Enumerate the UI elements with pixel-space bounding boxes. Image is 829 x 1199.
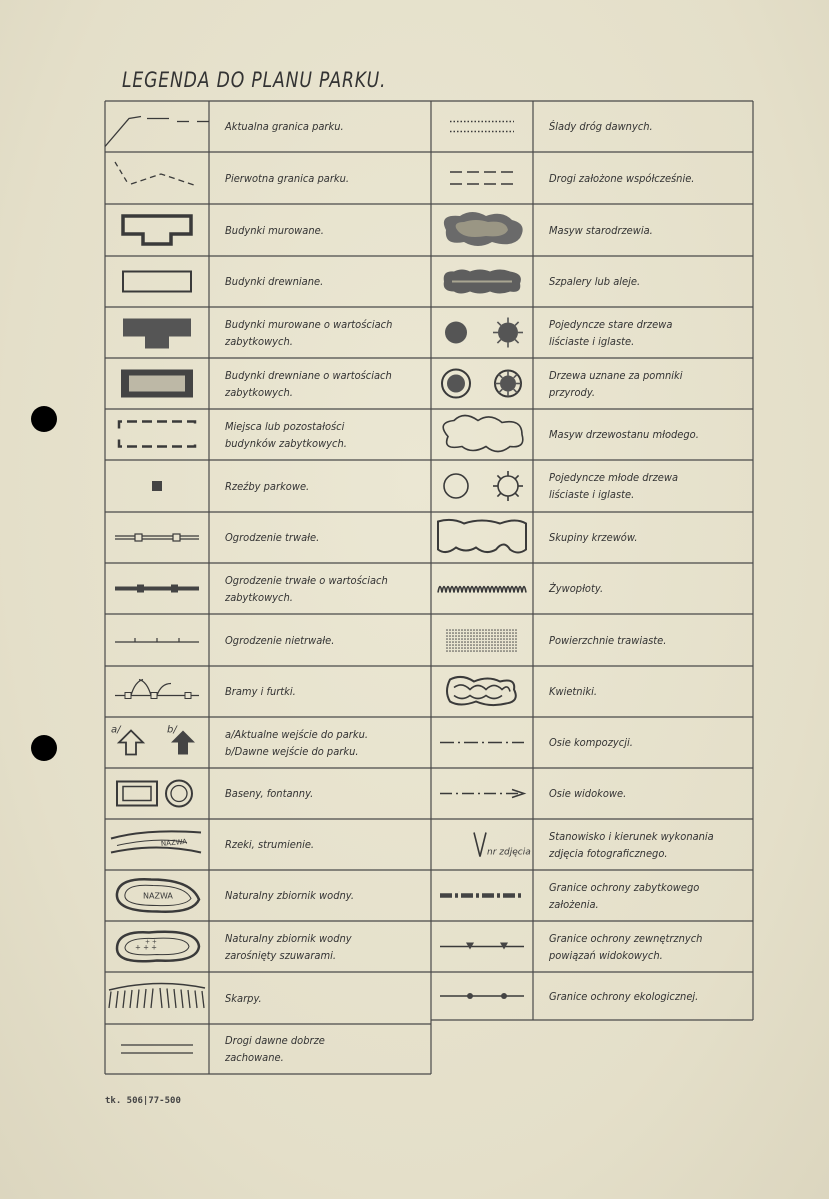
heritage-protection-boundary-icon xyxy=(431,870,533,921)
left-item-label: zabytkowych. xyxy=(225,334,293,348)
right-item-label: Granice ochrony zabytkowego xyxy=(549,880,700,894)
right-item-label: Pojedyncze młode drzewa xyxy=(549,471,679,484)
natural-monuments-icon xyxy=(431,358,533,409)
left-item-label: zarośnięty szuwarami. xyxy=(225,948,337,962)
natural-pond-icon xyxy=(105,870,209,921)
left-item-label: zabytkowych. xyxy=(225,385,293,399)
right-item-label: Skupiny krzewów. xyxy=(549,531,638,544)
view-protection-boundary-icon xyxy=(431,921,533,972)
left-item-label: zabytkowych. xyxy=(225,590,293,604)
single-old-trees-icon xyxy=(431,307,533,358)
left-item-label: Budynki murowane o wartościach xyxy=(225,317,393,331)
right-item-label: Kwietniki. xyxy=(549,685,597,698)
left-item-label: Budynki drewniane. xyxy=(225,275,324,288)
photo-station-icon xyxy=(431,819,533,870)
left-item-label: Ogrodzenie trwałe o wartościach xyxy=(225,573,388,587)
overgrown-pond-icon xyxy=(105,921,209,972)
hedges-icon xyxy=(431,563,533,614)
left-item-label: a/Aktualne wejście do parku. xyxy=(225,727,368,741)
permanent-fence-icon xyxy=(105,512,209,563)
svg-text:+ +: + + xyxy=(145,938,157,946)
gates-icon xyxy=(105,666,209,717)
old-road-traces-icon xyxy=(431,101,533,152)
view-axes-icon xyxy=(431,768,533,819)
left-item-label: Pierwotna granica parku. xyxy=(225,171,350,185)
modern-roads-icon xyxy=(431,152,533,204)
left-item-label: Rzeźby parkowe. xyxy=(225,479,310,493)
left-item-label: b/Dawne wejście do parku. xyxy=(225,744,359,758)
entrances-icon xyxy=(105,717,209,768)
svg-text:NAZWA: NAZWA xyxy=(160,837,188,849)
right-item-label: Drzewa uznane za pomniki xyxy=(549,368,683,382)
right-item-label: Stanowisko i kierunek wykonania xyxy=(549,829,714,843)
left-item-label: Bramy i furtki. xyxy=(225,685,296,698)
composition-axes-icon xyxy=(431,717,533,768)
grass-areas-icon xyxy=(431,614,533,666)
old-roads-icon xyxy=(105,1024,209,1074)
right-item-label: Żywopłoty. xyxy=(549,582,604,595)
right-item-label: Szpalery lub aleje. xyxy=(549,275,641,288)
shrub-groups-icon xyxy=(431,512,533,563)
left-item-label: Baseny, fontanny. xyxy=(225,787,314,800)
young-tree-mass-icon xyxy=(431,409,533,460)
right-item-label: Granice ochrony ekologicznej. xyxy=(549,989,699,1003)
left-item-label: Naturalny zbiornik wodny xyxy=(225,931,352,945)
flower-beds-icon xyxy=(431,666,533,717)
original-boundary-icon xyxy=(105,152,209,204)
right-item-label: przyrody. xyxy=(549,385,596,399)
right-item-label: Masyw starodrzewia. xyxy=(549,223,653,237)
left-item-label: Aktualna granica parku. xyxy=(225,120,344,133)
old-tree-mass-icon xyxy=(431,204,533,256)
left-item-label: Ogrodzenie nietrwałe. xyxy=(225,633,335,647)
svg-text:+ + +: + + + xyxy=(135,943,158,952)
left-item-label: Skarpy. xyxy=(225,991,262,1005)
svg-text:nr zdjęcia: nr zdjęcia xyxy=(487,847,531,858)
current-boundary-icon xyxy=(105,101,209,152)
historic-fence-icon xyxy=(105,563,209,614)
left-item-label: Budynki drewniane o wartościach xyxy=(225,368,392,382)
avenues-icon xyxy=(431,256,533,307)
right-item-label: Masyw drzewostanu młodego. xyxy=(549,428,699,441)
wooden-building-icon xyxy=(105,256,209,307)
left-item-label: Ogrodzenie trwałe. xyxy=(225,531,320,544)
building-remains-icon xyxy=(105,409,209,460)
right-item-label: liściaste i iglaste. xyxy=(549,488,635,501)
single-young-trees-icon xyxy=(431,460,533,512)
left-item-label: zachowane. xyxy=(225,1051,284,1064)
right-item-label: Pojedyncze stare drzewa xyxy=(549,317,673,331)
svg-text:a/: a/ xyxy=(111,724,121,736)
masonry-building-icon xyxy=(105,204,209,256)
temporary-fence-icon xyxy=(105,614,209,666)
left-item-label: Miejsca lub pozostałości xyxy=(225,419,345,433)
svg-text:b/: b/ xyxy=(167,724,177,736)
left-item-label: Drogi dawne dobrze xyxy=(225,1034,325,1047)
right-item-label: liściaste i iglaste. xyxy=(549,334,635,348)
right-item-label: założenia. xyxy=(549,897,599,911)
pools-icon xyxy=(105,768,209,819)
sculpture-icon xyxy=(105,460,209,512)
right-item-label: Powierzchnie trawiaste. xyxy=(549,633,667,647)
historic-wooden-building-icon xyxy=(105,358,209,409)
page-title: LEGENDA DO PLANU PARKU. xyxy=(122,68,387,92)
right-item-label: Drogi założone współcześnie. xyxy=(549,171,695,185)
right-item-label: Osie widokowe. xyxy=(549,787,627,800)
historic-masonry-building-icon xyxy=(105,307,209,358)
right-item-label: powiązań widokowych. xyxy=(549,948,663,962)
left-item-label: Naturalny zbiornik wodny. xyxy=(225,889,355,902)
right-item-label: zdjęcia fotograficznego. xyxy=(549,846,668,860)
escarpments-icon xyxy=(105,972,209,1024)
svg-text:NAZWA: NAZWA xyxy=(143,891,173,901)
right-item-label: Granice ochrony zewnętrznych xyxy=(549,931,703,945)
right-item-label: Ślady dróg dawnych. xyxy=(549,120,653,133)
rivers-icon xyxy=(105,819,209,870)
ecological-protection-boundary-icon xyxy=(431,972,533,1020)
left-item-label: Budynki murowane. xyxy=(225,223,324,237)
left-item-label: budynków zabytkowych. xyxy=(225,436,347,450)
archive-stamp: tk. 506|77-500 xyxy=(105,1096,181,1106)
left-item-label: Rzeki, strumienie. xyxy=(225,838,315,851)
right-item-label: Osie kompozycji. xyxy=(549,736,633,749)
